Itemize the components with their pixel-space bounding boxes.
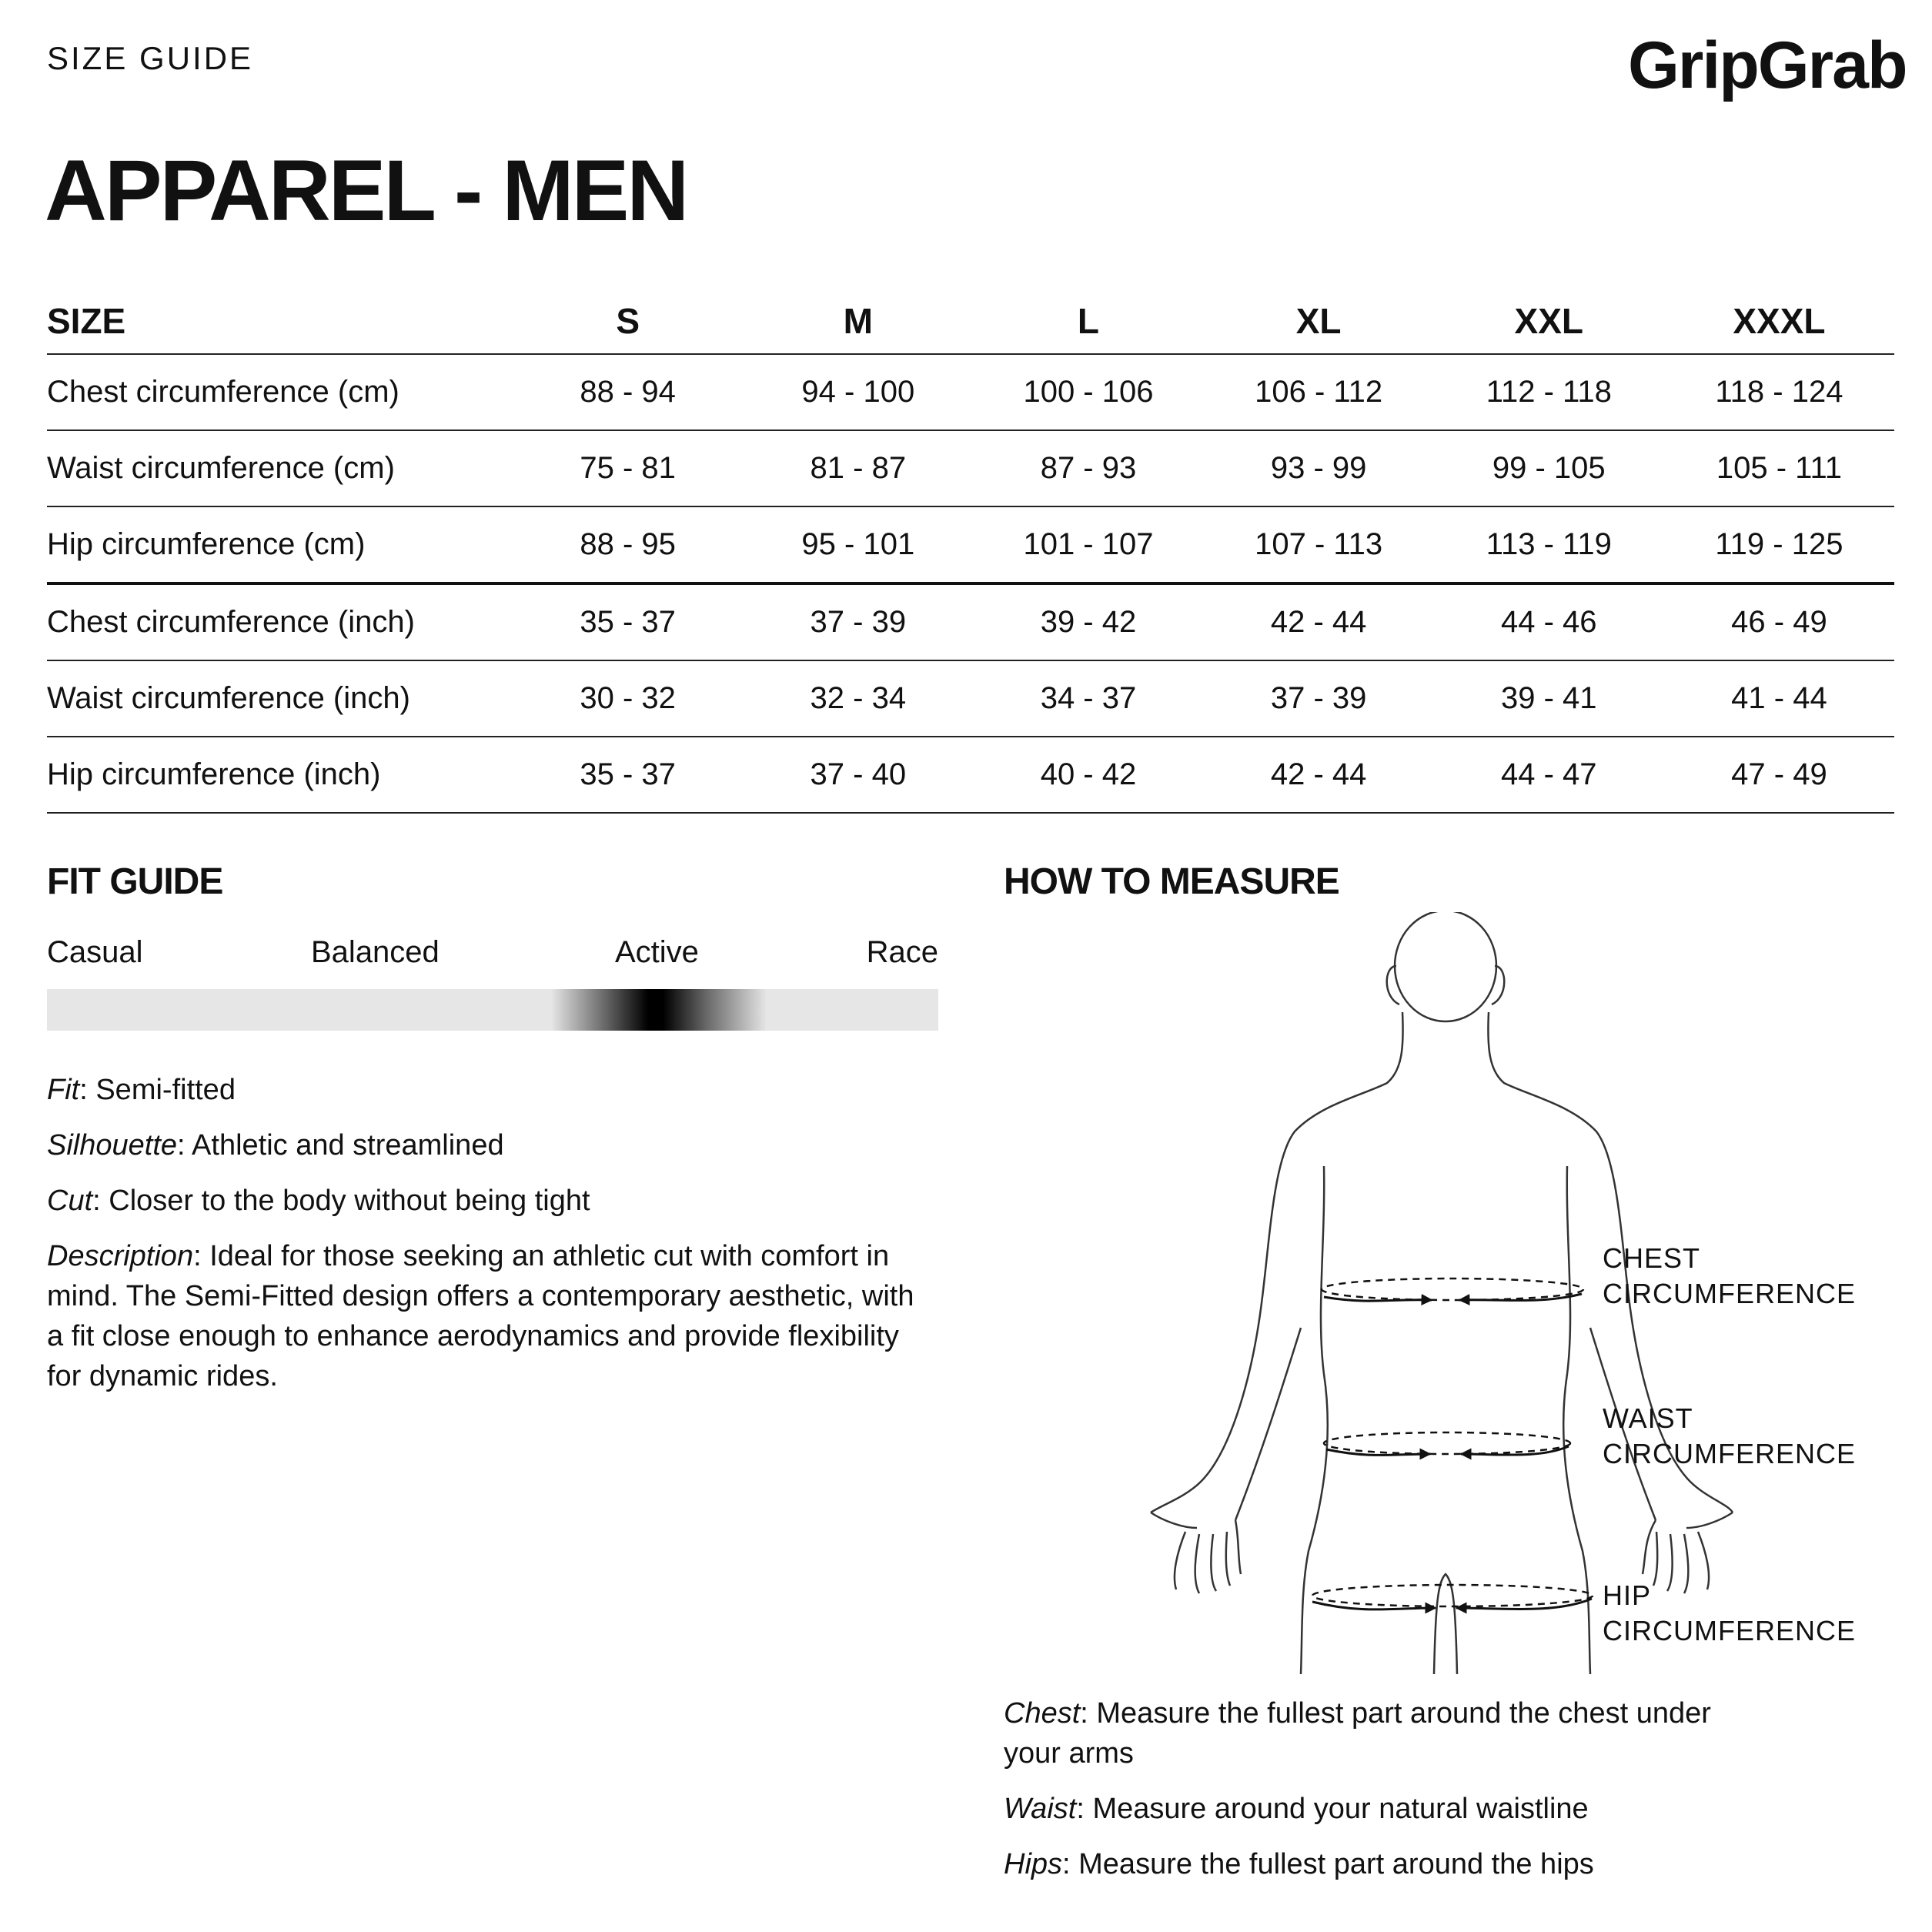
table-cell: 101 - 107 xyxy=(1023,527,1154,561)
table-cell: 88 - 94 xyxy=(580,375,676,409)
table-cell: 42 - 44 xyxy=(1270,605,1367,639)
table-cell: 35 - 37 xyxy=(580,605,676,639)
row-label: Waist circumference (cm) xyxy=(47,451,395,485)
fit-details xyxy=(47,1070,971,1412)
fit-detail-description: Description: Ideal for those seeking an athletic cut with comfort in mind. The Semi-Fitted design offers a contemporary aesthetic, with a fit close enough to enhance aerodynamics and provide flexibility for dynamic rides. xyxy=(47,1240,914,1392)
fit-scale-balanced: Balanced xyxy=(311,935,440,969)
measure-instruction-item: Chest: Measure the fullest part around the chest under your arms xyxy=(1004,1697,1711,1770)
fit-guide-title: FIT GUIDE xyxy=(47,861,223,902)
size-col-header: XXXL xyxy=(1733,301,1826,341)
size-col-header: M xyxy=(843,301,873,341)
table-row xyxy=(47,431,1894,507)
table-cell: 112 - 118 xyxy=(1486,375,1612,409)
fit-detail-item: Silhouette: Athletic and streamlined xyxy=(47,1129,504,1162)
waist-callout: WAIST CIRCUMFERENCE xyxy=(1603,1402,1857,1469)
table-cell: 75 - 81 xyxy=(580,451,676,485)
table-row xyxy=(47,737,1894,814)
table-cell: 44 - 46 xyxy=(1501,605,1597,639)
size-col-header: XXL xyxy=(1514,301,1584,341)
table-cell: 119 - 125 xyxy=(1715,527,1843,561)
row-label: Hip circumference (cm) xyxy=(47,527,366,561)
table-header-row xyxy=(47,289,1894,355)
fit-scale-marker xyxy=(551,989,767,1031)
fit-scale-active: Active xyxy=(615,935,699,969)
table-cell: 47 - 49 xyxy=(1731,757,1827,791)
size-table xyxy=(47,289,1894,814)
table-cell: 100 - 106 xyxy=(1023,375,1154,409)
page-title: APPAREL - MEN xyxy=(45,142,687,239)
measure-instruction-item: Waist: Measure around your natural waistline xyxy=(1004,1793,1589,1825)
table-cell: 37 - 40 xyxy=(810,757,907,791)
row-label: Hip circumference (inch) xyxy=(47,757,381,791)
fit-scale-casual: Casual xyxy=(47,935,143,969)
size-col-header: S xyxy=(616,301,640,341)
table-row xyxy=(47,585,1894,661)
table-cell: 39 - 41 xyxy=(1501,681,1597,715)
table-cell: 40 - 42 xyxy=(1040,757,1137,791)
row-label: Chest circumference (cm) xyxy=(47,375,399,409)
table-cell: 37 - 39 xyxy=(1270,681,1367,715)
table-cell: 118 - 124 xyxy=(1715,375,1843,409)
table-cell: 105 - 111 xyxy=(1716,451,1842,485)
table-row xyxy=(47,507,1894,585)
table-cell: 93 - 99 xyxy=(1270,451,1367,485)
table-cell: 106 - 112 xyxy=(1255,375,1383,409)
size-col-header: XL xyxy=(1295,301,1342,341)
size-col-header: L xyxy=(1077,301,1100,341)
table-cell: 99 - 105 xyxy=(1492,451,1606,485)
row-label: Chest circumference (inch) xyxy=(47,605,415,639)
table-cell: 32 - 34 xyxy=(810,681,907,715)
fit-scale-race: Race xyxy=(866,935,938,969)
fit-scale-bar xyxy=(47,989,938,1031)
fit-detail-item: Cut: Closer to the body without being tight xyxy=(47,1185,590,1217)
table-cell: 107 - 113 xyxy=(1255,527,1383,561)
fit-scale-labels xyxy=(47,935,938,981)
table-row xyxy=(47,355,1894,431)
size-guide-label: SIZE GUIDE xyxy=(47,40,254,76)
brand-logo: GripGrab xyxy=(1628,28,1907,102)
table-cell: 95 - 101 xyxy=(801,527,915,561)
table-cell: 94 - 100 xyxy=(801,375,915,409)
row-label: Waist circumference (inch) xyxy=(47,681,410,715)
table-cell: 35 - 37 xyxy=(580,757,676,791)
table-cell: 87 - 93 xyxy=(1040,451,1137,485)
table-cell: 42 - 44 xyxy=(1270,757,1367,791)
table-cell: 34 - 37 xyxy=(1040,681,1137,715)
table-cell: 113 - 119 xyxy=(1486,527,1612,561)
table-cell: 41 - 44 xyxy=(1731,681,1827,715)
waist-measure-line xyxy=(1324,1432,1570,1456)
fit-detail-item: Fit: Semi-fitted xyxy=(47,1074,236,1106)
size-header: SIZE xyxy=(47,301,126,341)
table-cell: 39 - 42 xyxy=(1040,605,1137,639)
table-row xyxy=(47,661,1894,737)
hip-callout: HIP CIRCUMFERENCE xyxy=(1603,1579,1857,1646)
table-cell: 81 - 87 xyxy=(810,451,907,485)
measure-instruction-item: Hips: Measure the fullest part around the hips xyxy=(1004,1848,1594,1880)
chest-callout: CHEST CIRCUMFERENCE xyxy=(1603,1242,1857,1309)
table-cell: 44 - 47 xyxy=(1501,757,1597,791)
measure-instructions xyxy=(1004,1693,1773,1900)
how-to-measure-title: HOW TO MEASURE xyxy=(1004,861,1339,902)
table-cell: 88 - 95 xyxy=(580,527,676,561)
table-cell: 30 - 32 xyxy=(580,681,676,715)
table-cell: 37 - 39 xyxy=(810,605,907,639)
chest-measure-line xyxy=(1322,1279,1583,1301)
table-cell: 46 - 49 xyxy=(1731,605,1827,639)
